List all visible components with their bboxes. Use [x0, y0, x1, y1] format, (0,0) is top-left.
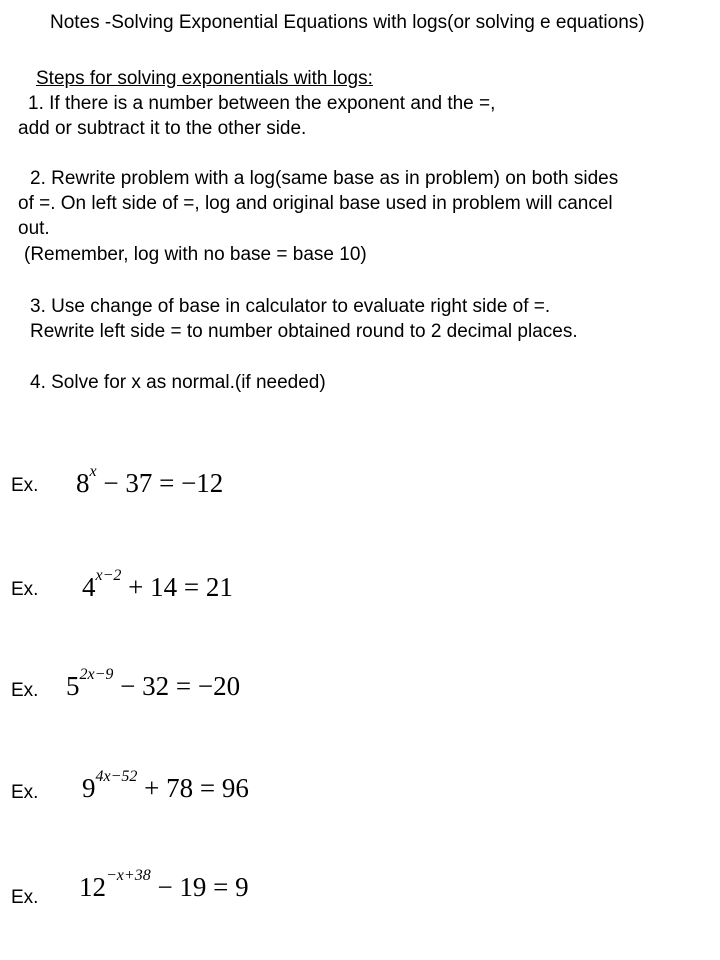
equation-rest: + 78 = 96	[137, 773, 249, 803]
equation-exponent: x	[89, 463, 97, 480]
equation-base: 8	[76, 468, 90, 498]
steps-heading: Steps for solving exponentials with logs:	[36, 68, 373, 89]
equation-base: 5	[66, 671, 80, 701]
step2-line4: (Remember, log with no base = base 10)	[24, 244, 367, 265]
step2-line2: of =. On left side of =, log and original base used in problem will cancel	[18, 193, 613, 214]
example-label: Ex.	[11, 782, 39, 803]
example-label: Ex.	[11, 579, 39, 600]
example-label: Ex.	[11, 887, 39, 908]
step1-line2: add or subtract it to the other side.	[18, 118, 307, 139]
equation-exponent: x−2	[95, 567, 122, 584]
example-equation	[76, 463, 224, 499]
step4: 4. Solve for x as normal.(if needed)	[30, 372, 326, 393]
example-equation	[66, 666, 241, 702]
step2-line3: out.	[18, 218, 50, 239]
step2-line1: 2. Rewrite problem with a log(same base as in problem) on both sides	[30, 168, 619, 189]
step3-line1: 3. Use change of base in calculator to evaluate right side of =.	[30, 296, 551, 317]
equation-rest: − 19 = 9	[150, 872, 249, 902]
step3-line2: Rewrite left side = to number obtained round to 2 decimal places.	[30, 321, 578, 342]
equation-rest: + 14 = 21	[121, 572, 233, 602]
equation-exponent: −x+38	[106, 867, 151, 884]
equation-rest: − 32 = −20	[113, 671, 241, 701]
equation-exponent: 2x−9	[79, 666, 114, 683]
example-label: Ex.	[11, 475, 39, 496]
example-equation	[82, 768, 249, 804]
equation-rest: − 37 = −12	[96, 468, 224, 498]
example-equation	[79, 867, 249, 903]
step1-line1: 1. If there is a number between the exponent and the =,	[28, 93, 496, 114]
equation-exponent: 4x−52	[95, 768, 138, 785]
equation-base: 4	[82, 572, 96, 602]
example-label: Ex.	[11, 680, 39, 701]
equation-base: 9	[82, 773, 96, 803]
example-equation	[82, 567, 233, 603]
equation-base: 12	[79, 872, 106, 902]
notes-title: Notes -Solving Exponential Equations with logs(or solving e equations)	[50, 12, 645, 33]
